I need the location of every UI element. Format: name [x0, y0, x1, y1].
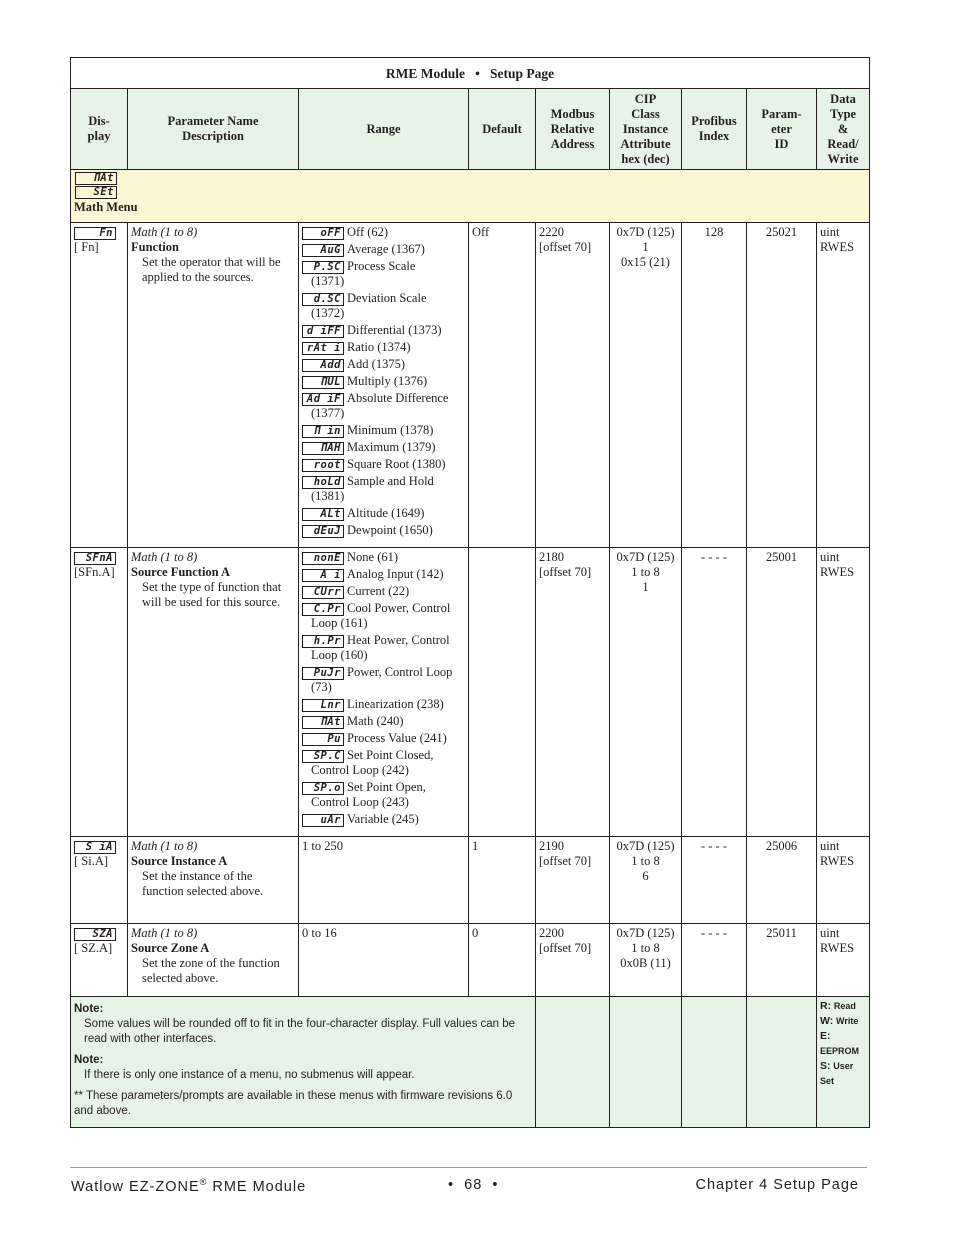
cip-cell: 0x7D (125) 1 0x15 (21) [610, 223, 682, 548]
range-option [302, 780, 465, 810]
option-text-cont: (1377) [311, 406, 345, 420]
profibus-cell: - - - - [682, 924, 747, 997]
display-cell [71, 837, 128, 924]
lcd-option: SP.C [302, 750, 344, 763]
param-name: Function [131, 240, 179, 254]
profibus-cell: - - - - [682, 548, 747, 837]
menu-title: Math Menu [74, 200, 138, 214]
profibus-cell: 128 [682, 223, 747, 548]
range-option [302, 633, 465, 663]
footer-left: Watlow EZ-ZONE® RME Module [71, 1177, 307, 1195]
table-row [71, 548, 870, 837]
header-profibus: Profibus Index [682, 89, 747, 170]
range-option [302, 242, 465, 257]
range-option [302, 523, 465, 538]
datatype-cell: uint RWES [817, 837, 870, 924]
range-option [302, 665, 465, 695]
header-range: Range [299, 89, 469, 170]
header-datatype: Data Type & Read/ Write [817, 89, 870, 170]
lcd-option: Lnr [302, 699, 344, 712]
lcd-option: ΠUL [302, 376, 344, 389]
option-text: Add (1375) [347, 357, 405, 371]
legend-item: W: Write [820, 1015, 859, 1027]
paramid-cell: 25001 [747, 548, 817, 837]
param-desc: Set the instance of the function selected above. [142, 869, 264, 898]
option-text: Ratio (1374) [347, 340, 411, 354]
note-label-1: Note: [74, 1003, 104, 1015]
legend-cell [817, 997, 870, 1128]
lcd-option: CUrr [302, 586, 344, 599]
option-text: Set Point Open, [347, 780, 426, 794]
paramid-cell: 25011 [747, 924, 817, 997]
option-text: Cool Power, Control [347, 601, 451, 615]
header-cip: CIP Class Instance Attribute hex (dec) [610, 89, 682, 170]
param-cell [128, 924, 299, 997]
range-tag: Math (1 to 8) [131, 550, 198, 564]
display-code: [ Si.A] [74, 854, 109, 868]
lcd-option: rAt i [302, 342, 344, 355]
page-number: • 68 • [448, 1177, 499, 1193]
option-text: Square Root (1380) [347, 457, 446, 471]
legend-item: S: User Set [820, 1060, 854, 1086]
option-text: Maximum (1379) [347, 440, 436, 454]
display-code: [ Fn] [74, 240, 99, 254]
lcd-display: SFnA [74, 552, 116, 565]
notes-empty-4 [747, 997, 817, 1128]
lcd-option: h.Pr [302, 635, 344, 648]
range-option [302, 225, 465, 240]
table-row [71, 837, 870, 924]
header-modbus: Modbus Relative Address [536, 89, 610, 170]
paramid-cell: 25021 [747, 223, 817, 548]
modbus-cell: 2220 [offset 70] [536, 223, 610, 548]
param-name: Source Function A [131, 565, 231, 579]
lcd-option: d.SC [302, 293, 344, 306]
option-text: None (61) [347, 550, 399, 564]
range-option [302, 340, 465, 355]
default-cell [469, 548, 536, 837]
range-option [302, 506, 465, 521]
lcd-menu-2: SEt [75, 186, 117, 199]
note-1: Some values will be rounded off to fit in the four-character display. Full values can be read with other interfaces. [84, 1018, 516, 1045]
range-cell [299, 223, 469, 548]
range-option [302, 697, 465, 712]
note-2: If there is only one instance of a menu, no submenus will appear. [84, 1069, 415, 1081]
parameter-rows [71, 223, 870, 997]
range-option [302, 259, 465, 289]
profibus-cell: - - - - [682, 837, 747, 924]
option-text: Variable (245) [347, 812, 419, 826]
lcd-option: ALt [302, 508, 344, 521]
range-option [302, 440, 465, 455]
lcd-option: P.SC [302, 261, 344, 274]
range-option [302, 748, 465, 778]
option-text: Minimum (1378) [347, 423, 434, 437]
lcd-option: hoLd [302, 476, 344, 489]
lcd-option: root [302, 459, 344, 472]
default-cell: 0 [469, 924, 536, 997]
range-cell [299, 924, 469, 997]
param-cell [128, 548, 299, 837]
option-text: Deviation Scale [347, 291, 427, 305]
param-cell [128, 837, 299, 924]
param-desc: Set the type of function that will be used for this source. [142, 580, 282, 609]
range-text: 0 to 16 [302, 926, 337, 940]
modbus-cell: 2200 [offset 70] [536, 924, 610, 997]
lcd-option: PuJr [302, 667, 344, 680]
display-cell [71, 924, 128, 997]
lcd-menu-1: ΠAt [75, 172, 117, 185]
range-tag: Math (1 to 8) [131, 225, 198, 239]
range-option [302, 391, 465, 421]
lcd-option: A i [302, 569, 344, 582]
range-option [302, 550, 465, 565]
lcd-display: S iA [74, 841, 116, 854]
option-text-cont: (1372) [311, 306, 345, 320]
paramid-cell: 25006 [747, 837, 817, 924]
modbus-cell: 2180 [offset 70] [536, 548, 610, 837]
range-option [302, 457, 465, 472]
lcd-option: AuG [302, 244, 344, 257]
menu-row [71, 170, 870, 223]
lcd-option: ΠAt [302, 716, 344, 729]
param-desc: Set the zone of the function selected above. [142, 956, 280, 985]
lcd-option: Add [302, 359, 344, 372]
option-text-cont: Control Loop (242) [311, 763, 409, 777]
note-label-2: Note: [74, 1054, 104, 1066]
table-row [71, 924, 870, 997]
header-display: Dis- play [71, 89, 128, 170]
table-row [71, 223, 870, 548]
default-cell: 1 [469, 837, 536, 924]
lcd-option: uAr [302, 814, 344, 827]
option-text: Heat Power, Control [347, 633, 450, 647]
header-param: Parameter Name Description [128, 89, 299, 170]
range-option [302, 357, 465, 372]
page-footer [70, 1167, 867, 1195]
header-default: Default [469, 89, 536, 170]
legend-item: R: Read [820, 1000, 856, 1012]
option-text: Linearization (238) [347, 697, 444, 711]
range-cell [299, 837, 469, 924]
range-tag: Math (1 to 8) [131, 926, 198, 940]
lcd-option: C.Pr [302, 603, 344, 616]
notes-row [71, 997, 870, 1128]
option-text: Set Point Closed, [347, 748, 434, 762]
option-text: Math (240) [347, 714, 404, 728]
display-cell [71, 223, 128, 548]
lcd-display: SZA [74, 928, 116, 941]
option-text-cont: (1371) [311, 274, 345, 288]
datatype-cell: uint RWES [817, 548, 870, 837]
default-cell: Off [469, 223, 536, 548]
lcd-option: dEuJ [302, 525, 344, 538]
range-option [302, 601, 465, 631]
option-text: Multiply (1376) [347, 374, 428, 388]
notes-empty-2 [610, 997, 682, 1128]
range-option [302, 291, 465, 321]
range-option [302, 474, 465, 504]
header-paramid: Param- eter ID [747, 89, 817, 170]
note-3: ** These parameters/prompts are available in these menus with firmware revisions 6.0 and above. [74, 1090, 513, 1117]
option-text: Analog Input (142) [347, 567, 444, 581]
footer-right: Chapter 4 Setup Page [695, 1177, 859, 1193]
display-cell [71, 548, 128, 837]
range-option [302, 323, 465, 338]
lcd-option: ΠAH [302, 442, 344, 455]
modbus-cell: 2190 [offset 70] [536, 837, 610, 924]
option-text-cont: (1381) [311, 489, 345, 503]
option-text: Absolute Difference [347, 391, 449, 405]
cip-cell: 0x7D (125) 1 to 8 1 [610, 548, 682, 837]
range-text: 1 to 250 [302, 839, 343, 853]
legend-item: E: EEPROM [820, 1030, 860, 1056]
range-option [302, 423, 465, 438]
option-text-cont: (73) [311, 680, 332, 694]
lcd-option: d iFF [302, 325, 344, 338]
lcd-display: Fn [74, 227, 116, 240]
datatype-cell: uint RWES [817, 924, 870, 997]
range-option [302, 714, 465, 729]
header-row [71, 89, 870, 170]
option-text: Process Value (241) [347, 731, 447, 745]
option-text: Altitude (1649) [347, 506, 425, 520]
range-option [302, 567, 465, 582]
lcd-option: nonE [302, 552, 344, 565]
datatype-cell: uint RWES [817, 223, 870, 548]
lcd-option: Π in [302, 425, 344, 438]
option-text: Current (22) [347, 584, 410, 598]
param-cell [128, 223, 299, 548]
range-option [302, 374, 465, 389]
param-name: Source Instance A [131, 854, 228, 868]
notes-empty-1 [536, 997, 610, 1128]
option-text: Power, Control Loop [347, 665, 453, 679]
lcd-option: Pu [302, 733, 344, 746]
cip-cell: 0x7D (125) 1 to 8 6 [610, 837, 682, 924]
option-text: Process Scale [347, 259, 416, 273]
option-text: Off (62) [347, 225, 389, 239]
display-code: [ SZ.A] [74, 941, 113, 955]
table-title: RME Module • Setup Page [71, 58, 870, 89]
lcd-option: oFF [302, 227, 344, 240]
range-option [302, 731, 465, 746]
range-option [302, 812, 465, 827]
option-text: Average (1367) [347, 242, 425, 256]
range-cell [299, 548, 469, 837]
lcd-option: SP.o [302, 782, 344, 795]
option-text-cont: Loop (161) [311, 616, 368, 630]
notes-cell [71, 997, 536, 1128]
menu-cell [71, 170, 870, 223]
lcd-option: Ad iF [302, 393, 344, 406]
param-name: Source Zone A [131, 941, 210, 955]
option-text: Dewpoint (1650) [347, 523, 433, 537]
param-desc: Set the operator that will be applied to the sources. [142, 255, 281, 284]
option-text: Sample and Hold [347, 474, 434, 488]
notes-empty-3 [682, 997, 747, 1128]
display-code: [SFn.A] [74, 565, 115, 579]
range-option [302, 584, 465, 599]
option-text: Differential (1373) [347, 323, 442, 337]
range-tag: Math (1 to 8) [131, 839, 198, 853]
option-text-cont: Loop (160) [311, 648, 368, 662]
option-text-cont: Control Loop (243) [311, 795, 409, 809]
cip-cell: 0x7D (125) 1 to 8 0x0B (11) [610, 924, 682, 997]
parameter-table [70, 57, 870, 1128]
